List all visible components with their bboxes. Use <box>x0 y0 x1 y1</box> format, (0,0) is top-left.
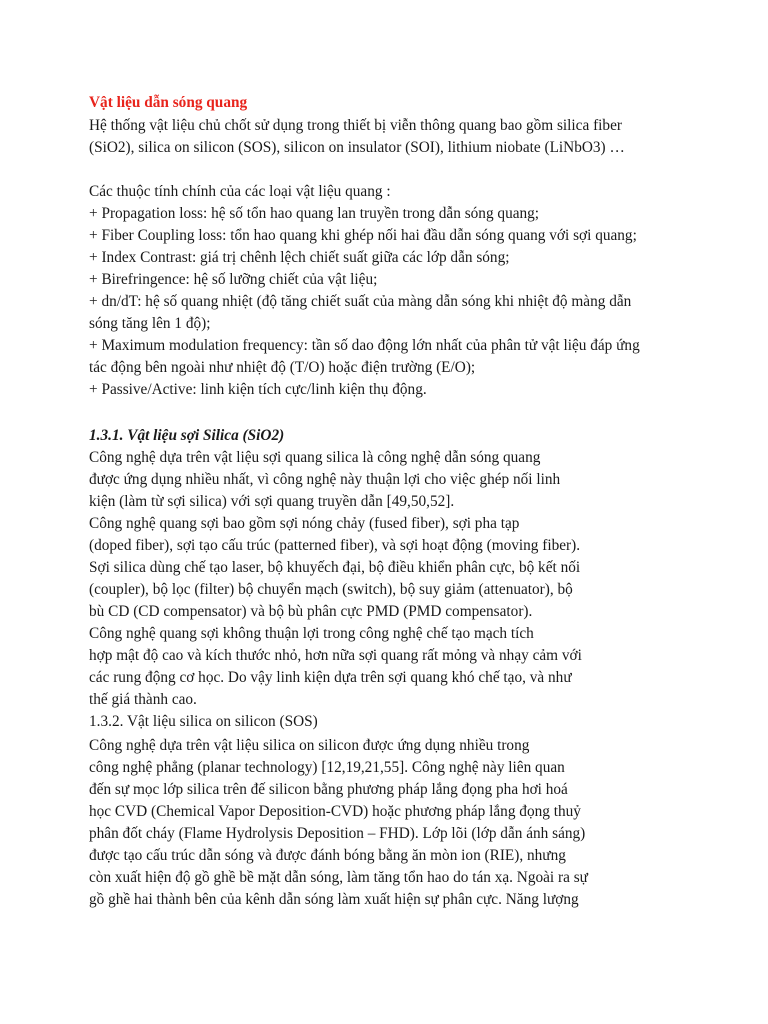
paragraph-line: (coupler), bộ lọc (filter) bộ chuyển mạch (switch), bộ suy giảm (attenuator), bộ <box>89 581 573 598</box>
paragraph-line: phân đốt cháy (Flame Hydrolysis Deposition – FHD). Lớp lõi (lớp dẫn ánh sáng) <box>89 825 586 842</box>
paragraph-line: gồ ghề hai thành bên của kênh dẫn sóng làm xuất hiện sự phân cực. Năng lượng <box>89 891 579 908</box>
property-item: + Maximum modulation frequency: tần số dao động lớn nhất của phân tử vật liệu đáp ứng <box>89 337 640 354</box>
subsection-title: 1.3.1. Vật liệu sợi Silica (SiO2) <box>89 427 285 444</box>
paragraph-line: Công nghệ quang sợi không thuận lợi trong công nghệ chế tạo mạch tích <box>89 625 534 642</box>
property-item: + Birefringence: hệ số lưỡng chiết của vật liệu; <box>89 271 378 288</box>
paragraph-line: thế giá thành cao. <box>89 691 197 708</box>
paragraph-line: Công nghệ quang sợi bao gồm sợi nóng chảy (fused fiber), sợi pha tạp <box>89 515 520 532</box>
paragraph-line: Công nghệ dựa trên vật liệu silica on silicon được ứng dụng nhiều trong <box>89 737 530 754</box>
property-item: + Fiber Coupling loss: tổn hao quang khi ghép nối hai đầu dẫn sóng quang với sợi quang; <box>89 227 637 244</box>
section-title: Vật liệu dẫn sóng quang <box>89 94 248 111</box>
intro-line: Hệ thống vật liệu chủ chốt sử dụng trong thiết bị viễn thông quang bao gồm silica fiber <box>89 117 622 134</box>
property-item-continuation: tác động bên ngoài như nhiệt độ (T/O) hoặc điện trường (E/O); <box>89 359 476 376</box>
paragraph-line: Sợi silica dùng chế tạo laser, bộ khuyếch đại, bộ điều khiển phân cực, bộ kết nối <box>89 559 581 576</box>
paragraph-line: Công nghệ dựa trên vật liệu sợi quang silica là công nghệ dẫn sóng quang <box>89 449 541 466</box>
property-item: + Propagation loss: hệ số tổn hao quang lan truyền trong dẫn sóng quang; <box>89 205 540 222</box>
property-item-continuation: sóng tăng lên 1 độ); <box>89 315 211 332</box>
paragraph-line: học CVD (Chemical Vapor Deposition-CVD) hoặc phương pháp lắng đọng thuỷ <box>89 803 581 820</box>
paragraph-line: (doped fiber), sợi tạo cấu trúc (patterned fiber), và sợi hoạt động (moving fiber). <box>89 537 581 554</box>
paragraph-line: các rung động cơ học. Do vậy linh kiện dựa trên sợi quang khó chế tạo, và như <box>89 669 572 686</box>
property-item: + Passive/Active: linh kiện tích cực/linh kiện thụ động. <box>89 381 427 398</box>
paragraph-line: hợp mật độ cao và kích thước nhỏ, hơn nữa sợi quang rất mỏng và nhạy cảm với <box>89 647 582 664</box>
subsection-title: 1.3.2. Vật liệu silica on silicon (SOS) <box>89 713 318 730</box>
paragraph-line: đến sự mọc lớp silica trên đế silicon bằng phương pháp lắng đọng pha hơi hoá <box>89 781 568 798</box>
paragraph-line: kiện (làm từ sợi silica) với sợi quang truyền dẫn [49,50,52]. <box>89 493 455 510</box>
properties-heading: Các thuộc tính chính của các loại vật liệu quang : <box>89 183 391 200</box>
paragraph-line: bù CD (CD compensator) và bộ bù phân cực PMD (PMD compensator). <box>89 603 533 620</box>
paragraph-line: còn xuất hiện độ gồ ghề bề mặt dẫn sóng, làm tăng tổn hao do tán xạ. Ngoài ra sự <box>89 869 588 886</box>
paragraph-line: công nghệ phẳng (planar technology) [12,19,21,55]. Công nghệ này liên quan <box>89 759 565 776</box>
property-item: + Index Contrast: giá trị chênh lệch chiết suất giữa các lớp dẫn sóng; <box>89 249 510 266</box>
property-item: + dn/dT: hệ số quang nhiệt (độ tăng chiết suất của màng dẫn sóng khi nhiệt độ màng dẫn <box>89 293 632 310</box>
paragraph-line: được tạo cấu trúc dẫn sóng và được đánh bóng bằng ăn mòn ion (RIE), nhưng <box>89 847 566 864</box>
paragraph-line: được ứng dụng nhiều nhất, vì công nghệ này thuận lợi cho việc ghép nối linh <box>89 471 561 488</box>
intro-line: (SiO2), silica on silicon (SOS), silicon on insulator (SOI), lithium niobate (LiNbO3) … <box>89 139 625 156</box>
